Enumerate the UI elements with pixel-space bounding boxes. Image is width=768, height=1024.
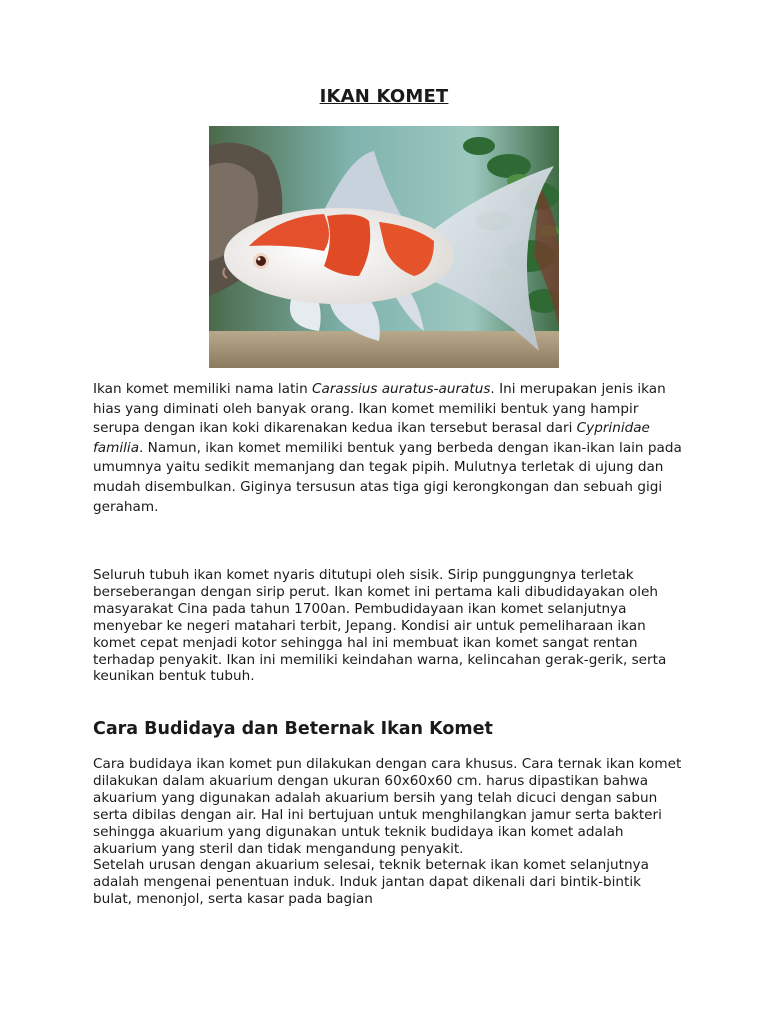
breeding-paragraph: Setelah urusan dengan akuarium selesai, teknik beternak ikan komet selanjutnya adalah mengenai penentuan induk. Induk jantan dapat dikenali dari bintik-bintik bulat, menonjol, serta kasar pada bagian bbox=[93, 857, 649, 908]
intro-paragraph: Ikan komet memiliki nama latin Carassius auratus-auratus. Ini merupakan jenis ikan hias yang diminati oleh banyak orang. Ikan komet memiliki bentuk yang hampir serupa dengan ikan koki dikarenakan kedua ikan tersebut berasal dari Cyprinidae familia. Namun, ikan komet memiliki bentuk yang berbeda dengan ikan-ikan lain pada umumnya yaitu sedikit memanjang dan tegak pipih. Mulutnya terletak di ujung dan mudah disembulkan. Giginya tersusun atas tiga gigi kerongkongan dan sebuah gigi geraham. bbox=[93, 381, 682, 515]
section-heading: Cara Budidaya dan Beternak Ikan Komet bbox=[93, 719, 493, 739]
latin-name: Carassius auratus-auratus bbox=[312, 381, 491, 397]
family-name: Cyprinidae familia bbox=[93, 420, 650, 456]
body-paragraph: Seluruh tubuh ikan komet nyaris ditutupi oleh sisik. Sirip punggungnya terletak berseberangan dengan sirip perut. Ikan komet ini pertama kali dibudidayakan oleh masyarakat Cina pada tahun 1700an. Pembudidayaan ikan komet selanjutnya menyebar ke negeri matahari terbit, Jepang. Kondisi air untuk pemeliharaan ikan komet cepat menjadi kotor sehingga hal ini membuat ikan komet sangat rentan terhadap penyakit. Ikan ini memiliki keindahan warna, kelincahan gerak-gerik, serta keunikan bentuk tubuh. bbox=[93, 567, 667, 685]
cultivation-paragraph: Cara budidaya ikan komet pun dilakukan dengan cara khusus. Cara ternak ikan komet dilakukan dalam akuarium dengan ukuran 60x60x60 cm. harus dipastikan bahwa akuarium yang digunakan adalah akuarium bersih yang telah dicuci dengan sabun serta dibilas dengan air. Hal ini bertujuan untuk menghilangkan jamur serta bakteri sehingga akuarium yang digunakan untuk teknik budidaya ikan komet adalah akuarium yang steril dan tidak mengandung penyakit. bbox=[93, 756, 682, 857]
document-title: IKAN KOMET bbox=[319, 86, 449, 107]
section-text bbox=[93, 756, 683, 908]
comet-fish-photo bbox=[209, 126, 559, 368]
